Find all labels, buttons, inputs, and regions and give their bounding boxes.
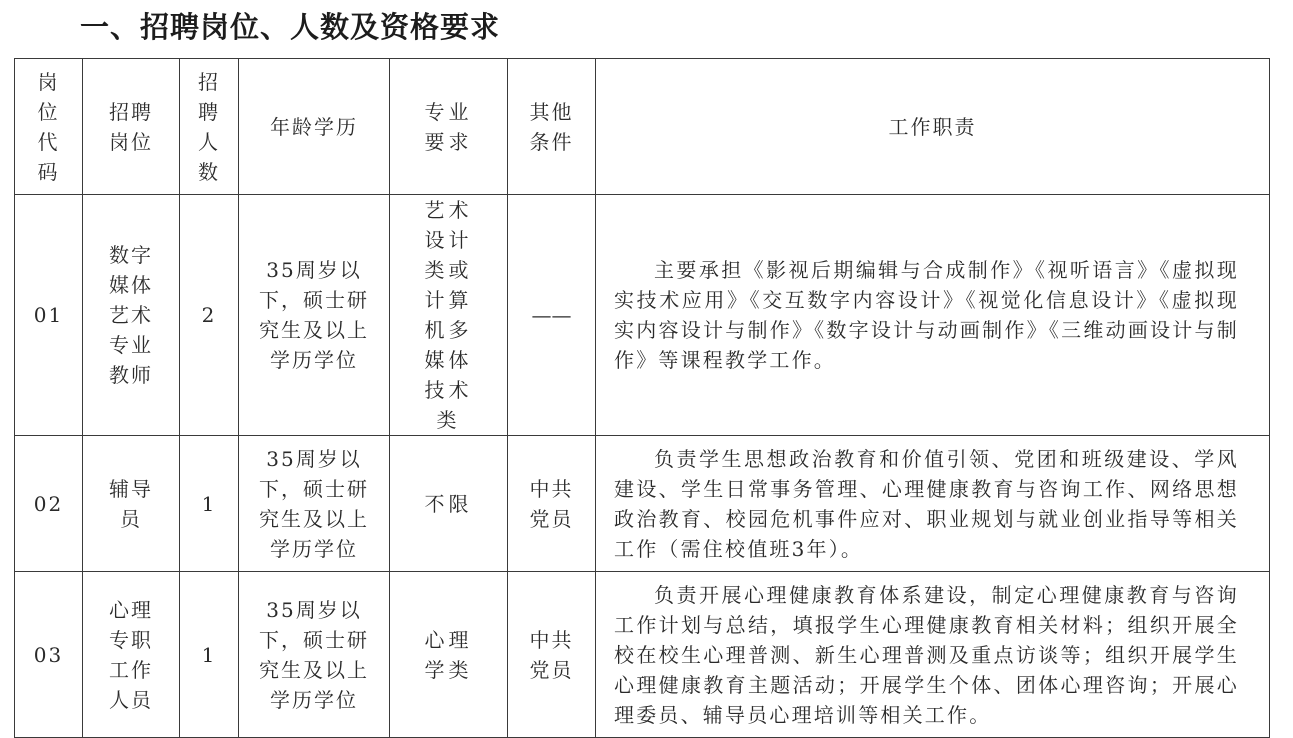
cell-count: 2 [180, 195, 239, 436]
header-major: 专业要求 [390, 59, 508, 195]
header-age-edu: 年龄学历 [239, 59, 390, 195]
cell-duties: 主要承担《影视后期编辑与合成制作》《视听语言》《虚拟现实技术应用》《交互数字内容设计》《视觉化信息设计》《虚拟现实内容设计与制作》《数字设计与动画制作》《三维动画设计与制作》等课程教学工作。 [596, 195, 1270, 436]
cell-age-edu: 35周岁以下，硕士研究生及以上学历学位 [239, 436, 390, 572]
table-row [15, 572, 1270, 738]
cell-other: 中共党员 [508, 572, 596, 738]
cell-duties: 负责开展心理健康教育体系建设，制定心理健康教育与咨询工作计划与总结，填报学生心理健康教育相关材料；组织开展全校在校生心理普测、新生心理普测及重点访谈等；组织开展学生心理健康教育主题活动；开展学生个体、团体心理咨询；开展心理委员、辅导员心理培训等相关工作。 [596, 572, 1270, 738]
cell-age-edu: 35周岁以下，硕士研究生及以上学历学位 [239, 195, 390, 436]
cell-other: 中共党员 [508, 436, 596, 572]
header-post: 招聘岗位 [83, 59, 180, 195]
table-row [15, 436, 1270, 572]
cell-other: —— [508, 195, 596, 436]
cell-post: 数字媒体艺术专业教师 [83, 195, 180, 436]
header-duties: 工作职责 [596, 59, 1270, 195]
header-other: 其他条件 [508, 59, 596, 195]
cell-code: 02 [15, 436, 83, 572]
cell-post: 心理专职工作人员 [83, 572, 180, 738]
cell-post: 辅导员 [83, 436, 180, 572]
cell-code: 03 [15, 572, 83, 738]
table-header-row [15, 59, 1270, 195]
cell-age-edu: 35周岁以下，硕士研究生及以上学历学位 [239, 572, 390, 738]
cell-count: 1 [180, 436, 239, 572]
header-code: 岗位代码 [15, 59, 83, 195]
cell-code: 01 [15, 195, 83, 436]
header-count: 招聘人数 [180, 59, 239, 195]
cell-major: 心理学类 [390, 572, 508, 738]
section-heading: 一、招聘岗位、人数及资格要求 [80, 10, 501, 44]
cell-duties: 负责学生思想政治教育和价值引领、党团和班级建设、学风建设、学生日常事务管理、心理健康教育与咨询工作、网络思想政治教育、校园危机事件应对、职业规划与就业创业指导等相关工作（需住校值班3年）。 [596, 436, 1270, 572]
cell-major: 艺术设计类或计算机多媒体技术类 [390, 195, 508, 436]
table-row [15, 195, 1270, 436]
cell-count: 1 [180, 572, 239, 738]
recruitment-table [14, 58, 1270, 738]
cell-major: 不限 [390, 436, 508, 572]
